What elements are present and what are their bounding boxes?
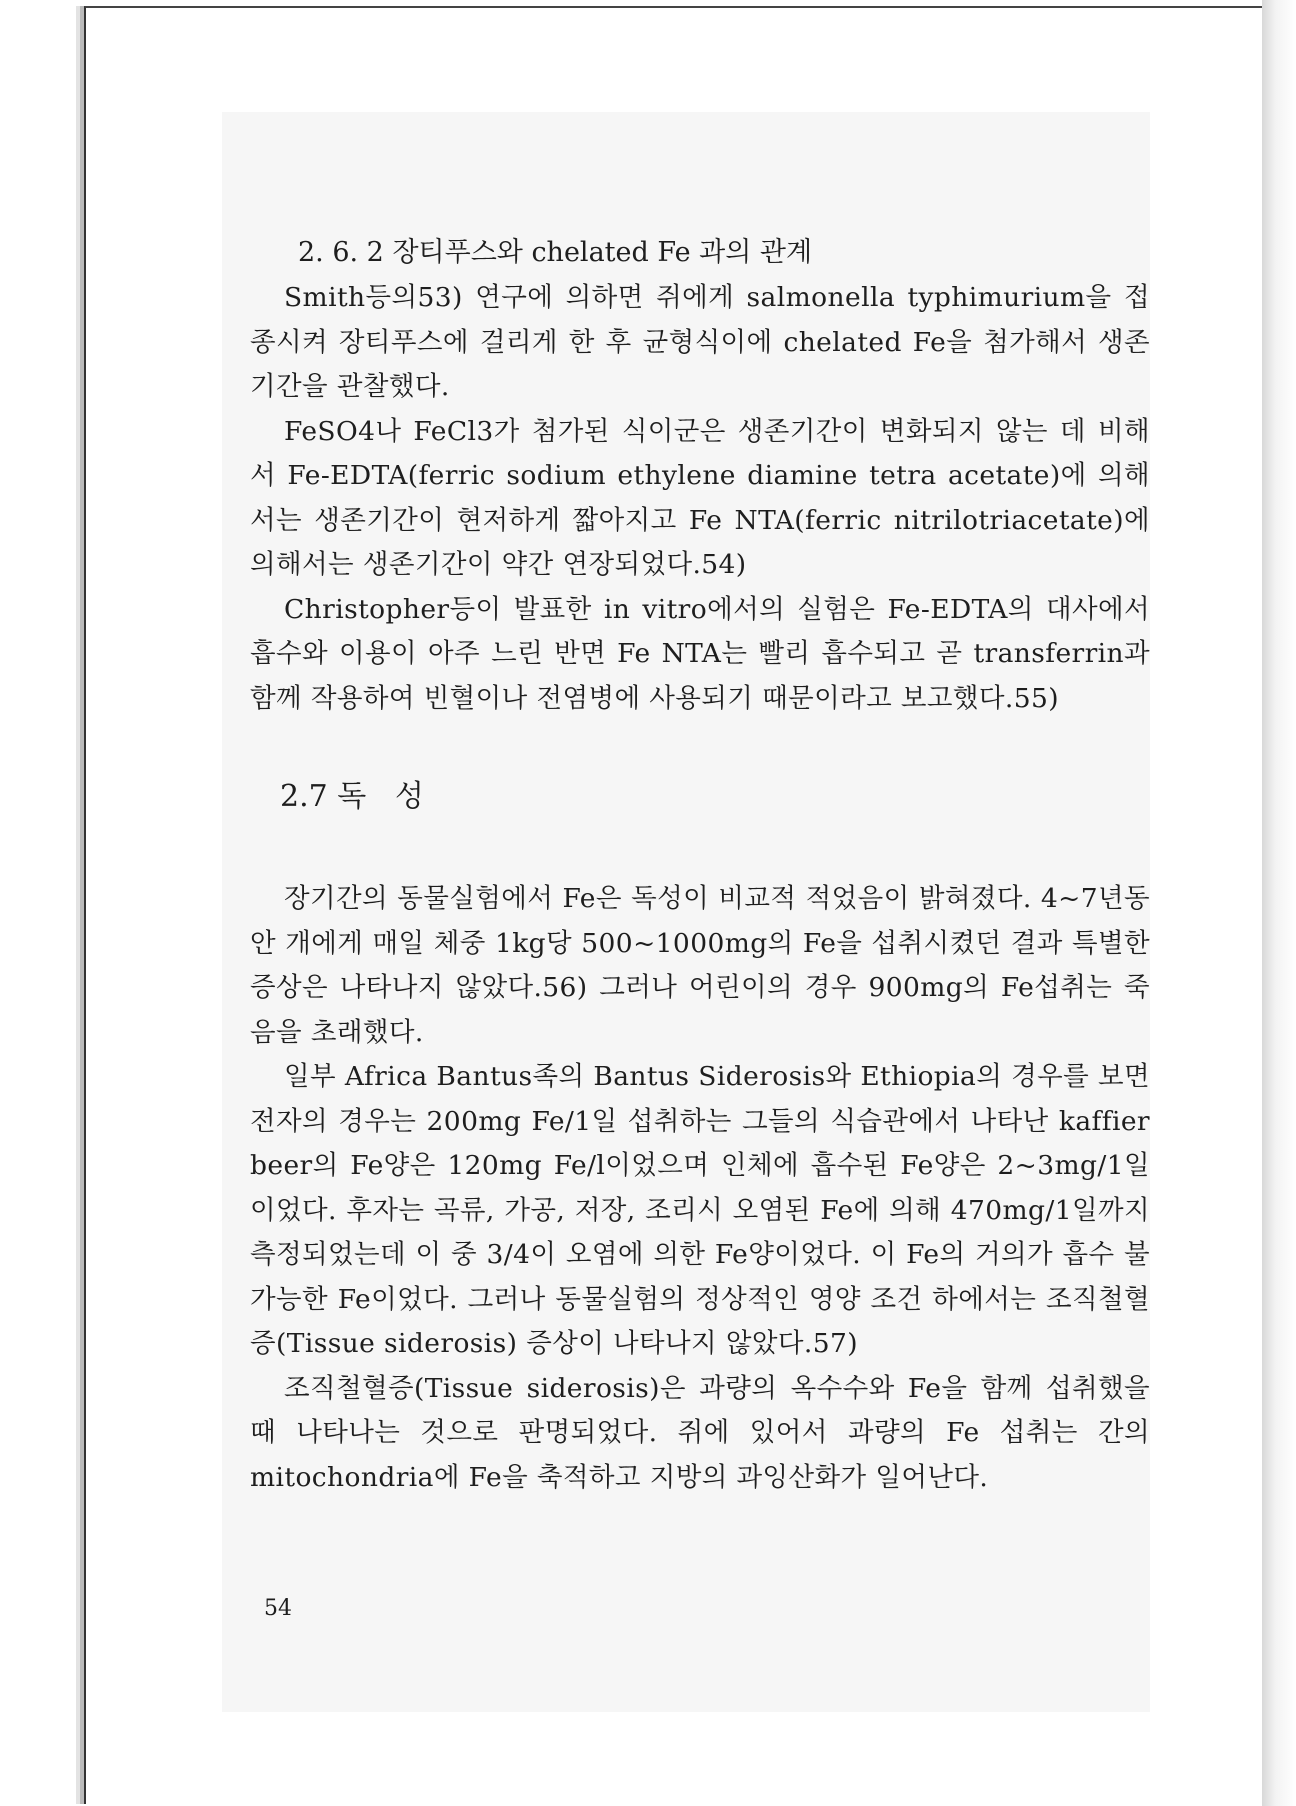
paragraph xyxy=(250,276,1150,410)
paragraph xyxy=(250,1055,1150,1367)
paragraph xyxy=(250,877,1150,1055)
paragraph-text: 장기간의 동물실험에서 Fe은 독성이 비교적 적었음이 밝혀졌다. 4~7년동안 개에게 매일 체중 1kg당 500~1000mg의 Fe을 섭취시켰던 결과 특별한 증상은 나타나지 않았다.56) 그러나 어린이의 경우 900mg의 Fe섭취는 죽음을 초래했다. xyxy=(250,883,1150,1048)
paragraph-text: Christopher등이 발표한 in vitro에서의 실험은 Fe-EDTA의 대사에서 흡수와 이용이 아주 느린 반면 Fe NTA는 빨리 흡수되고 곧 transferrin과 함께 작용하여 빈혈이나 전염병에 사용되기 때문이라고 보고했다.55) xyxy=(250,593,1150,714)
paragraph xyxy=(250,410,1150,588)
paragraph-text: FeSO4나 FeCl3가 첨가된 식이군은 생존기간이 변화되지 않는 데 비해서 Fe-EDTA(ferric sodium ethylene diamine tetra acetate)에 의해서는 생존기간이 현저하게 짧아지고 Fe NTA(ferric nitrilotriacetate)에 의해서는 생존기간이 약간 연장되었다.54) xyxy=(250,415,1150,580)
page-edge xyxy=(1262,0,1296,1806)
paragraph-text: 조직철혈증(Tissue siderosis)은 과량의 옥수수와 Fe을 함께 섭취했을 때 나타나는 것으로 판명되었다. 쥐에 있어서 과량의 Fe 섭취는 간의 mitochondria에 Fe을 축적하고 지방의 과잉산화가 일어난다. xyxy=(250,1372,1150,1493)
page-number: 54 xyxy=(264,1596,292,1621)
subsection-heading: 2. 6. 2 장티푸스와 chelated Fe 과의 관계 xyxy=(298,237,813,268)
paragraph xyxy=(250,588,1150,722)
paragraph-text: 일부 Africa Bantus족의 Bantus Siderosis와 Ethiopia의 경우를 보면 전자의 경우는 200mg Fe/1일 섭취하는 그들의 식습관에서 나타난 kaffier beer의 Fe양은 120mg Fe/l이었으며 인체에 흡수된 Fe양은 2~3mg/1일이었다. 후자는 곡류, 가공, 저장, 조리시 오염된 Fe에 의해 470mg/1일까지 측정되었는데 이 중 3/4이 오염에 의한 Fe양이었다. 이 Fe의 거의가 흡수 불가능한 Fe이었다. 그러나 동물실험의 정상적인 영양 조건 하에서는 조직철혈증(Tissue siderosis) 증상이 나타나지 않았다.57) xyxy=(250,1061,1150,1359)
section-heading: 2.7 독 성 xyxy=(280,779,424,814)
paragraph-text: Smith등의53) 연구에 의하면 쥐에게 salmonella typhimurium을 접종시켜 장티푸스에 걸리게 한 후 균형식이에 chelated Fe을 첨가해서 생존기간을 관찰했다. xyxy=(250,282,1150,402)
page-text xyxy=(250,230,1150,1500)
paragraph xyxy=(250,1367,1150,1501)
